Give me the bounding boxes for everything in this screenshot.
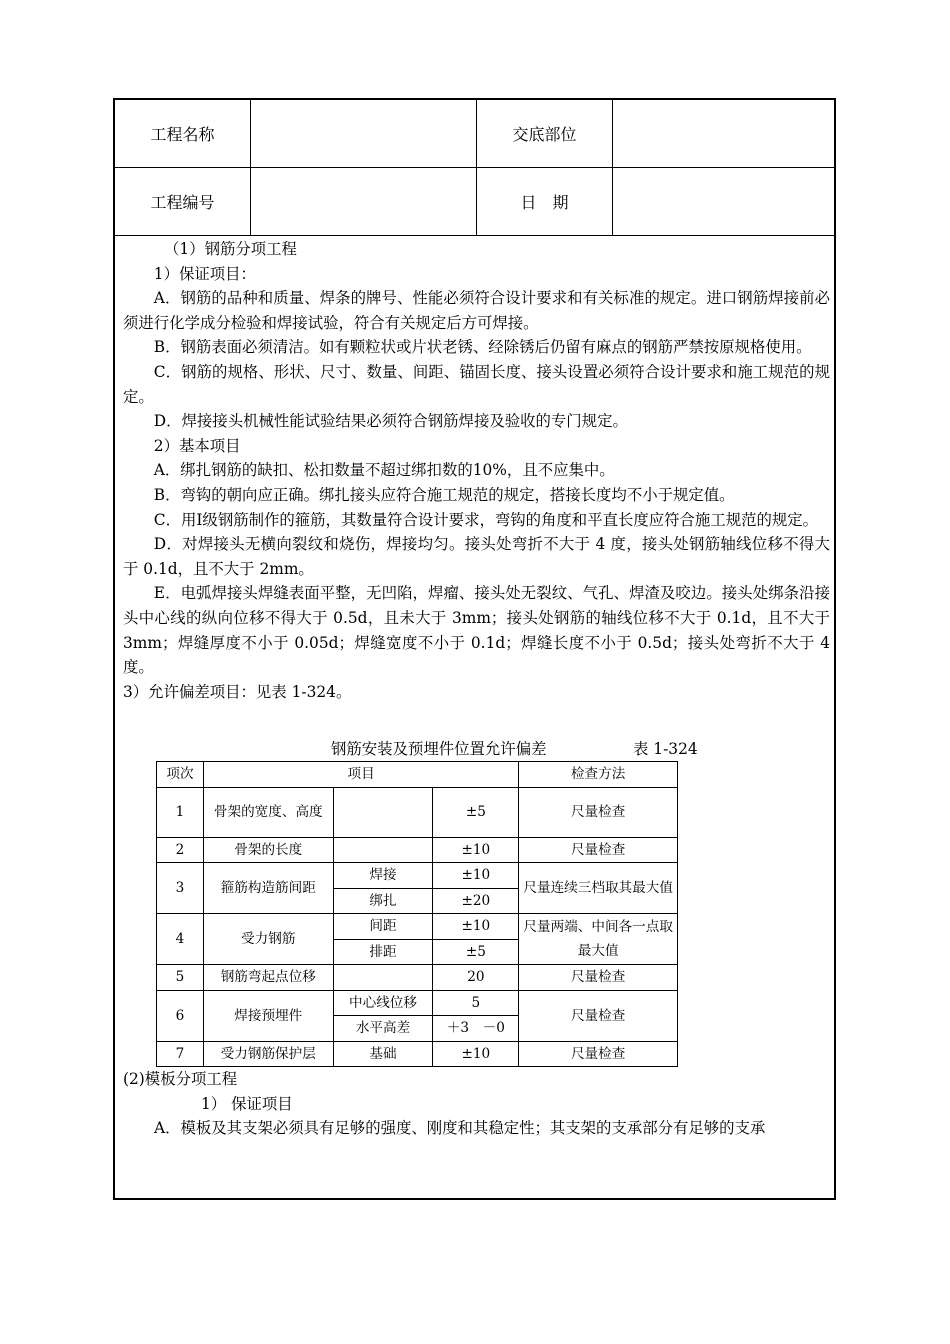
disclosure-form [113, 98, 836, 1200]
cell-sub: 间距 [333, 914, 433, 940]
cell-sub: 水平高差 [333, 1016, 433, 1042]
cell-method: 尺量两端、中间各一点取最大值 [519, 914, 678, 965]
cell-item: 骨架的长度 [203, 837, 333, 863]
cell-no: 7 [157, 1041, 204, 1067]
cell-no: 1 [157, 787, 204, 837]
cell-method: 尺量检查 [519, 990, 678, 1041]
section-label: 交底部位 [477, 100, 613, 167]
paragraph: A．钢筋的品种和质量、焊条的牌号、性能必须符合设计要求和有关标准的规定。进口钢筋焊接前必须进行化学成分检验和焊接试验，符合有关规定后方可焊接。 [123, 289, 830, 332]
section-1-3-title: 3）允许偏差项目：见表 1-324。 [123, 682, 352, 701]
cell-sub: 绑扎 [333, 888, 433, 914]
project-name-value[interactable] [251, 100, 477, 167]
cell-value: 20 [433, 965, 519, 991]
cell-item: 受力钢筋保护层 [203, 1041, 333, 1067]
cell-sub [333, 787, 433, 837]
table-title: 钢筋安装及预埋件位置允许偏差 [331, 740, 547, 759]
header-no: 项次 [157, 762, 204, 788]
table-header-row [157, 762, 678, 788]
cell-value: ＋3 －0 [433, 1016, 519, 1042]
cell-value: ±5 [433, 787, 519, 837]
section-1-title: （1）钢筋分项工程 [164, 240, 297, 258]
tolerance-table [156, 761, 678, 1067]
section-1-2-title: 2）基本项目 [153, 436, 241, 455]
header-item: 项目 [203, 762, 518, 788]
paragraph: A．绑扎钢筋的缺扣、松扣数量不超过绑扣数的10%，且不应集中。 [153, 461, 615, 480]
cell-value: ±20 [433, 888, 519, 914]
cell-value: ±10 [433, 914, 519, 940]
cell-sub: 排距 [333, 939, 433, 965]
paragraph: C．用Ⅰ级钢筋制作的箍筋，其数量符合设计要求，弯钩的角度和平直长度应符合施工规范的规定。 [153, 510, 819, 529]
cell-sub: 基础 [333, 1041, 433, 1067]
section-1-1-title: 1）保证项目： [153, 264, 256, 283]
cell-no: 2 [157, 837, 204, 863]
cell-item: 箍筋构造筋间距 [203, 863, 333, 914]
table-caption [123, 737, 830, 761]
project-no-label: 工程编号 [115, 168, 251, 235]
cell-no: 5 [157, 965, 204, 991]
cell-value: ±10 [433, 863, 519, 889]
table-row [157, 965, 678, 991]
paragraph: A．模板及其支架必须具有足够的强度、刚度和其稳定性；其支架的支承部分有足够的支承 [154, 1119, 766, 1138]
paragraph: E．电弧焊接头焊缝表面平整，无凹陷，焊瘤、接头处无裂纹、气孔、焊渣及咬边。接头处绑条沿接头中心线的纵向位移不得大于 0.5d，且未大于 3mm；接头处钢筋的轴线位移不大于 0.1d，且不大于 3mm；焊缝厚度不小于 0.05d；焊缝宽度不小于 0.1d；焊缝长度不小于 0.5d；接头处弯折不大于 4 度。 [123, 584, 830, 677]
cell-no: 3 [157, 863, 204, 914]
header-method: 检查方法 [519, 762, 678, 788]
section-2-1-title: 1） 保证项目 [201, 1094, 293, 1113]
paragraph: D．焊接接头机械性能试验结果必须符合钢筋焊接及验收的专门规定。 [153, 412, 628, 431]
table-row [157, 1041, 678, 1067]
cell-value: ±10 [433, 1041, 519, 1067]
cell-no: 6 [157, 990, 204, 1041]
project-name-label: 工程名称 [115, 100, 251, 167]
paragraph: D．对焊接头无横向裂纹和烧伤，焊接均匀。接头处弯折不大于 4 度，接头处钢筋轴线位移不得大于 0.1d，且不大于 2mm。 [123, 535, 830, 578]
section-2-title: (2)模板分项工程 [123, 1070, 238, 1089]
cell-sub: 中心线位移 [333, 990, 433, 1016]
cell-value: ±5 [433, 939, 519, 965]
cell-no: 4 [157, 914, 204, 965]
paragraph: B．弯钩的朝向应正确。绑扎接头应符合施工规范的规定，搭接长度均不小于规定值。 [153, 485, 735, 504]
cell-sub [333, 965, 433, 991]
cell-item: 受力钢筋 [203, 914, 333, 965]
cell-sub: 焊接 [333, 863, 433, 889]
table-row [157, 837, 678, 863]
cell-method: 尺量检查 [519, 965, 678, 991]
cell-item: 钢筋弯起点位移 [203, 965, 333, 991]
table-row [157, 863, 678, 889]
table-row [157, 990, 678, 1016]
cell-method: 尺量检查 [519, 837, 678, 863]
paragraph: B．钢筋表面必须清洁。如有颗粒状或片状老锈、经除锈后仍留有麻点的钢筋严禁按原规格使用。 [153, 338, 812, 357]
cell-value: ±10 [433, 837, 519, 863]
header-row-2 [115, 168, 834, 236]
project-no-value[interactable] [251, 168, 477, 235]
cell-method: 尺量检查 [519, 1041, 678, 1067]
date-value[interactable] [613, 168, 836, 235]
section-value[interactable] [613, 100, 836, 167]
disclosure-body [123, 237, 830, 1141]
cell-value: 5 [433, 990, 519, 1016]
cell-method: 尺量连续三档取其最大值 [519, 863, 678, 914]
paragraph: C．钢筋的规格、形状、尺寸、数量、间距、锚固长度、接头设置必须符合设计要求和施工规范的规定。 [123, 362, 830, 406]
table-number: 表 1-324 [633, 740, 698, 759]
cell-item: 骨架的宽度、高度 [203, 787, 333, 837]
cell-item: 焊接预埋件 [203, 990, 333, 1041]
date-label: 日 期 [477, 168, 613, 235]
table-row [157, 787, 678, 837]
cell-sub [333, 837, 433, 863]
cell-method: 尺量检查 [519, 787, 678, 837]
table-row [157, 914, 678, 940]
header-row-1 [115, 100, 834, 168]
